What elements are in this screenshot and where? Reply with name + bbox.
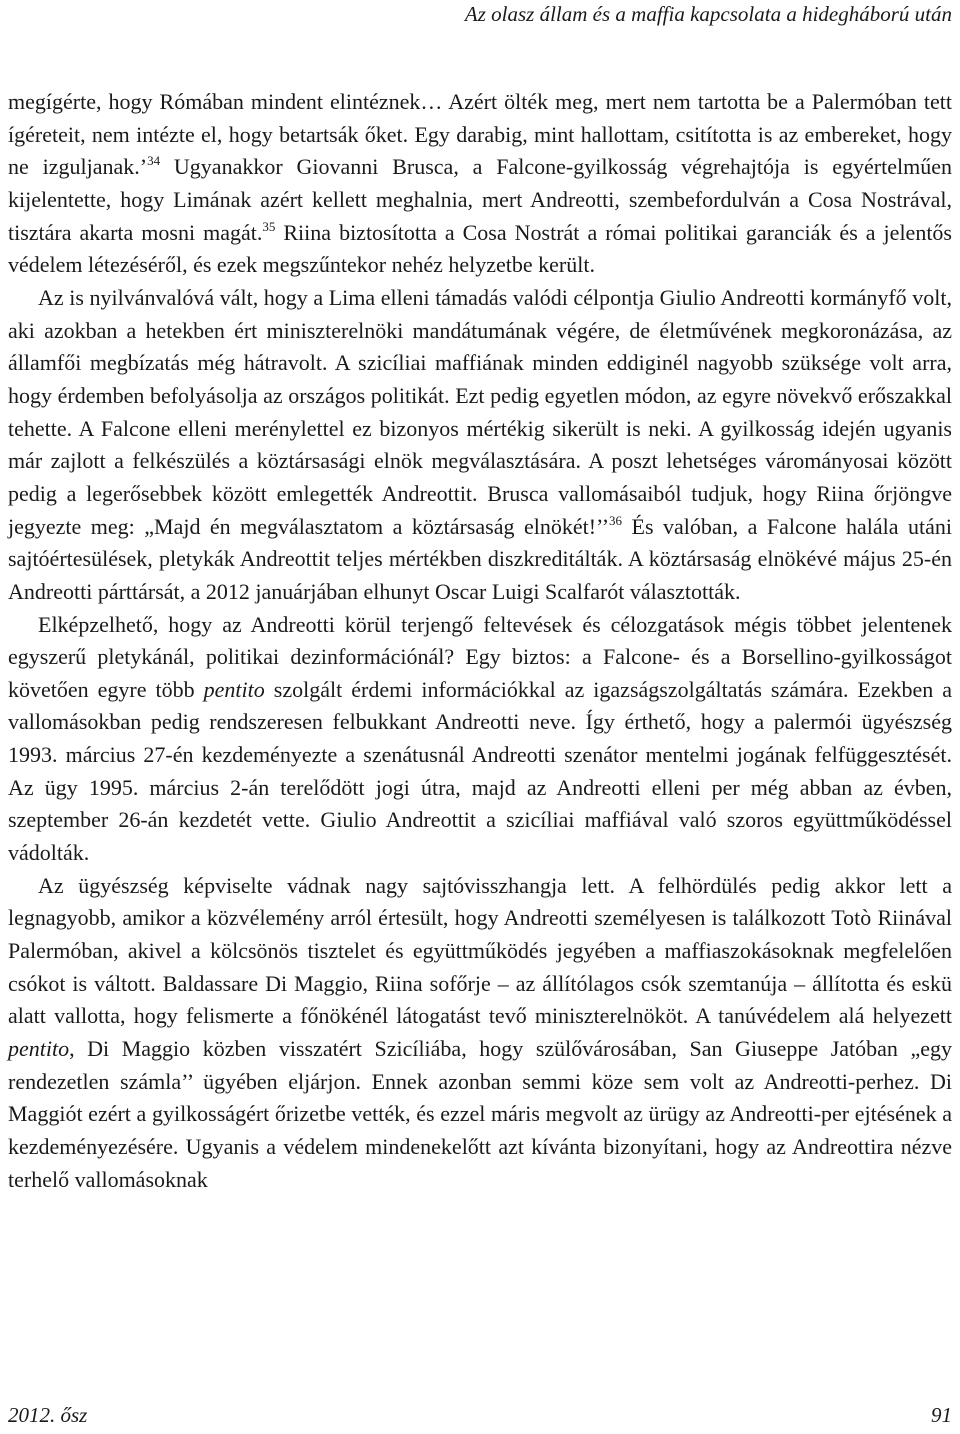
text-run: megígérte, hogy Rómában mindent elintéznek… Azért ölték meg, mert nem tartotta be a Palermóban tett ígéreteit, nem intézte el, hogy betartsák őket. Egy darabig, mint hallottam, csitította is az embereket, hogy ne izguljanak.’ bbox=[8, 89, 952, 180]
text-run: szolgált érdemi információkkal az igazságszolgáltatás számára. Ezekben a vallomásokban pedig rendszeresen felbukkant Andreotti neve. Így érthető, hogy a palermói ügyészség 1993. március 27-én kezdeményezte a szenátusnál Andreotti szenátor mentelmi jogának felfüggesztését. Az ügy 1995. március 2-án terelődött jogi útra, majd az Andreotti elleni per még abban az évben, szeptember 26-án kezdetét vette. Giulio Andreottit a szicíliai maffiával való szoros együttműködéssel vádolták. bbox=[8, 676, 953, 866]
paragraph-2 bbox=[8, 282, 952, 609]
footnote-ref-36: 36 bbox=[609, 512, 623, 528]
text-run: , Di Maggio közben visszatért Szicíliába, hogy szülővárosában, San Giuseppe Jatóban „egy rendezetlen számla’’ ügyében eljárjon. Ennek azonban semmi köze sem volt az Andreotti-perhez. Di Maggiót ezért a gyilkosságért őrizetbe vették, és ezzel máris megvolt az ürügy az Andreotti-per ejtésének a kezdeményezésére. Ugyanis a védelem mindenekelőtt azt kívánta bizonyítani, hogy az Andreottira nézve terhelő vallomásoknak bbox=[8, 1036, 952, 1192]
page-number: 91 bbox=[931, 1403, 952, 1427]
footnote-ref-35: 35 bbox=[262, 218, 276, 234]
paragraph-1 bbox=[8, 86, 952, 282]
text-run: Ugyanakkor Giovanni Brusca, a Falcone-gyilkosság végrehajtója is egyértelműen kijelentette, hogy Limának azért kellett meghalnia, mert Andreotti, szembefordulván a Cosa Nostrával, tisztára akarta mosni magát. bbox=[8, 154, 952, 245]
text-run: Az is nyilvánvalóvá vált, hogy a Lima elleni támadás valódi célpontja Giulio Andreotti kormányfő volt, aki azokban a hetekben ért miniszterelnöki mandátumának végére, de életművének megkoronázása, az államfői megbízatás még hátravolt. A szicíliai maffiának minden eddiginél nagyobb szüksége volt arra, hogy érdemben befolyásolja az országos politikát. Ezt pedig egyetlen módon, az egyre növekvő erőszakkal tehette. A Falcone elleni merénylettel ez bizonyos mértékig sikerült is neki. A gyilkosság idején ugyanis már zajlott a felkészülés a köztársasági elnök megválasztására. A poszt lehetséges várományosai között pedig a legerősebbek között emlegették Andreottit. Brusca vallomásaiból tudjuk, hogy Riina őrjöngve jegyezte meg: „Majd én megválasztatom a köztársaság elnökét!’’ bbox=[8, 284, 952, 539]
paragraph-4 bbox=[8, 870, 952, 1197]
footer-issue: 2012. ősz bbox=[8, 1403, 88, 1427]
text-run: És valóban, a Falcone halála utáni sajtóértesülések, pletykák Andreottit teljes mértékben diszkreditálták. A köztársaság elnökévé május 25-én Andreotti párttársát, a 2012 januárjában elhunyt Oscar Luigi Scalfarót választották. bbox=[8, 513, 952, 604]
text-run: Elképzelhető, hogy az Andreotti körül terjengő feltevések és célozgatások mégis többet jelentenek egyszerű pletykánál, politikai dezinformációnál? Egy biztos: a Falcone- és a Borsellino-gyilkosságot követően egyre több bbox=[8, 611, 952, 702]
footnote-ref-34: 34 bbox=[147, 153, 161, 169]
paragraph-3 bbox=[8, 609, 952, 870]
italic-term: pentito bbox=[203, 676, 265, 702]
italic-term: pentito bbox=[8, 1036, 70, 1062]
page-body bbox=[8, 86, 952, 1196]
running-header: Az olasz állam és a maffia kapcsolata a hidegháború után bbox=[464, 2, 952, 26]
text-run: Az ügyészség képviselte vádnak nagy sajtóvisszhangja lett. A felhördülés pedig akkor lett a legnagyobb, amikor a közvélemény arról értesült, hogy Andreotti személyesen is találkozott Totò Riinával Palermóban, akivel a kölcsönös tisztelet és együttműködés jegyében a maffiaszokásoknak megfelelően csókot is váltott. Baldassare Di Maggio, Riina sofőrje – az állítólagos csók szemtanúja – állította és eskü alatt vallotta, hogy felismerte a főnökénél látogatást tevő miniszterelnököt. A tanúvédelem alá helyezett bbox=[8, 872, 952, 1029]
text-run: Riina biztosította a Cosa Nostrát a római politikai garanciák és a jelentős védelem létezéséről, és ezek megszűntekor nehéz helyzetbe került. bbox=[8, 219, 952, 278]
